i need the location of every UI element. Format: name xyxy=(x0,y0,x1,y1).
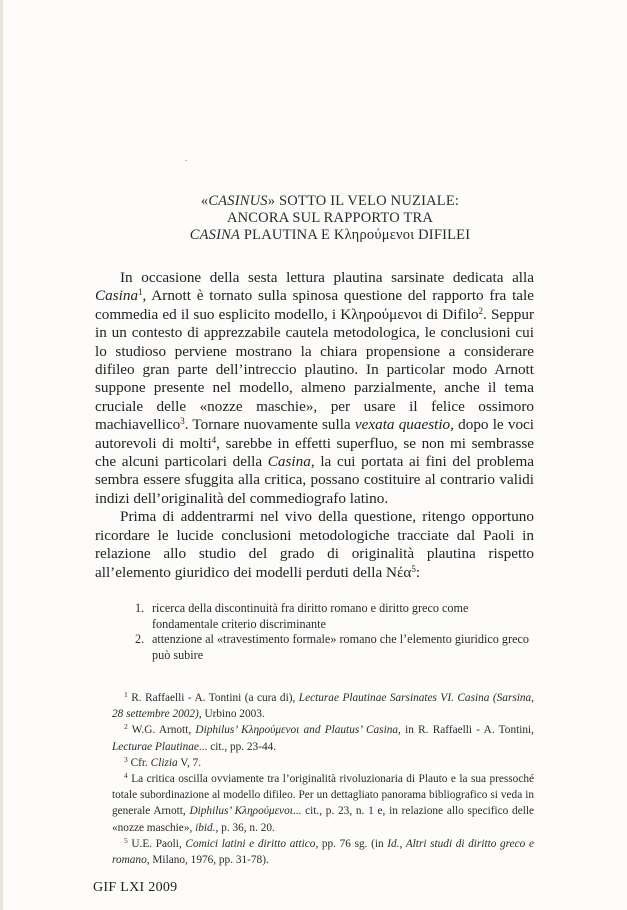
italic-text: Lecturae Plautinae xyxy=(112,740,199,753)
italic-text: Diphilus’ Κληρούμενοι and Plautus’ Casina xyxy=(195,724,399,737)
footnote-marker: 4 xyxy=(124,771,128,781)
text-run: , in R. Raffaelli - A. Tontini, xyxy=(398,724,534,737)
title-line-3-rest: PLAUTINA E Κληρούμενοι DIFILEI xyxy=(240,227,471,243)
list-number: 1. xyxy=(135,601,145,615)
text-run: , Milano, 1976, pp. 31-78). xyxy=(146,854,269,867)
footnotes xyxy=(112,690,534,868)
footnote-marker: 2 xyxy=(478,305,484,316)
text-run: , sarebbe in effetti superfluo, se non mi sembrasse che alcuni particolari della xyxy=(95,434,535,471)
italic-text: Clizia xyxy=(150,756,178,769)
text-run: V, 7. xyxy=(177,756,202,769)
paragraph-1 xyxy=(95,269,534,508)
title-line-2: ANCORA SUL RAPPORTO TRA xyxy=(226,210,434,226)
text-run: , p. 36, n. 20. xyxy=(215,821,275,834)
italic-text: Id., Altri studi di diritto greco e romano xyxy=(112,837,534,867)
italic-text: ibid. xyxy=(195,821,216,834)
footnote-2 xyxy=(112,722,534,754)
text-run: , la cui portata ai fini del problema sembra essere sfuggita alla critica, possano costituire al contrario validi indizi dell’originalità del commediografo latino. xyxy=(95,453,534,507)
title-line-1-rest: » SOTTO IL VELO NUZIALE: xyxy=(267,193,460,209)
footnote-marker: 1 xyxy=(138,287,143,298)
title-line-3 xyxy=(120,227,540,244)
text-run: , dopo le voci autorevoli di molti xyxy=(95,416,534,452)
text-run: Prima di addentrarmi nel vivo della questione, ritengo opportuno ricordare le lucide conclusioni metodologiche tracciate dal Paoli in relazione allo studio del grado di originalità plautina rispetto all’elemento giuridico dei modelli perduti della Νέα xyxy=(95,508,534,581)
title-line-1 xyxy=(120,193,540,210)
footnote-marker: 1 xyxy=(124,690,128,699)
text-run: : xyxy=(415,563,421,581)
text-run: . Tornare nuovamente sulla xyxy=(184,416,355,434)
text-run: ... cit., pp. 23-44. xyxy=(198,740,277,753)
text-run: , Urbino 2003. xyxy=(198,708,265,721)
journal-footer: GIF LXI 2009 xyxy=(93,880,178,895)
italic-text: Comici latini e diritto attico xyxy=(185,837,316,850)
footnote-marker: 3 xyxy=(124,754,128,764)
text-run: U.E. Paoli, xyxy=(127,837,186,850)
text-run: . Seppur in un contesto di apprezzabile cautela metodologica, le conclusioni cui lo studioso perviene mostrano la chiara propensione a considerare difileo gran parte dell’intreccio plautino. In particolar modo Arnott suppone presente nel modello, almeno parzialmente, anche il tema cruciale delle «nozze maschie», per usare il felice ossimoro machiavellico xyxy=(95,305,534,434)
list-text: ricerca della discontinuità fra diritto romano e diritto greco come fondamentale criterio discriminante xyxy=(152,601,469,631)
text-run: , pp. 76 sg. (in xyxy=(315,837,388,850)
title-casinus: CASINUS xyxy=(208,193,268,209)
footnote-5 xyxy=(112,836,534,868)
method-list xyxy=(135,601,535,663)
text-run: ... cit., p. 23, n. 1 e, in relazione allo specifico delle «nozze maschie», xyxy=(112,805,534,834)
footnote-3 xyxy=(112,755,534,771)
footnote-marker: 5 xyxy=(411,563,416,574)
list-item xyxy=(135,632,535,663)
text-run: Cfr. xyxy=(127,756,151,769)
footnote-1 xyxy=(112,690,534,722)
italic-text: vexata quaestio xyxy=(354,416,451,434)
list-number: 2. xyxy=(135,632,145,647)
footnote-marker: 4 xyxy=(211,434,217,445)
list-item xyxy=(135,601,535,632)
text-run: In occasione della sesta lettura plautina sarsinate dedicata alla xyxy=(120,269,534,286)
footnote-marker: 5 xyxy=(124,835,128,845)
text-run: R. Raffaelli - A. Tontini (a cura di), xyxy=(127,692,299,704)
speck xyxy=(185,160,187,161)
article-title xyxy=(120,193,540,244)
text-run: W.G. Arnott, xyxy=(127,724,196,737)
body-text xyxy=(95,269,534,582)
text-run: La critica oscilla ovviamente tra l’originalità rivoluzionaria di Plauto e la sua pressoché totale subordinazione al modello difileo. Per un dettagliato panorama bibliografico si veda in generale Arnott, xyxy=(112,773,534,818)
title-quote-open: « xyxy=(200,193,209,209)
italic-text: Lecturae Plautinae Sarsinates VI. Casina (Sarsina, 28 settembre 2002) xyxy=(112,692,535,721)
footnote-4 xyxy=(112,771,534,836)
paragraph-2 xyxy=(95,508,534,582)
italic-text: Diphilus’ Κληρούμενοι xyxy=(189,805,293,818)
footnote-marker: 2 xyxy=(124,722,128,732)
italic-text: Casina xyxy=(95,287,139,305)
text-run: , Arnott è tornato sulla spinosa questione del rapporto fra tale commedia ed il suo esplicito modello, i Κληρούμενοι di Difilo xyxy=(95,287,534,323)
title-casina: CASINA xyxy=(189,227,241,243)
footnote-marker: 3 xyxy=(180,416,185,427)
list-text: attenzione al «travestimento formale» romano che l’elemento giuridico greco può subire xyxy=(152,632,529,662)
italic-text: Casina xyxy=(267,453,311,471)
